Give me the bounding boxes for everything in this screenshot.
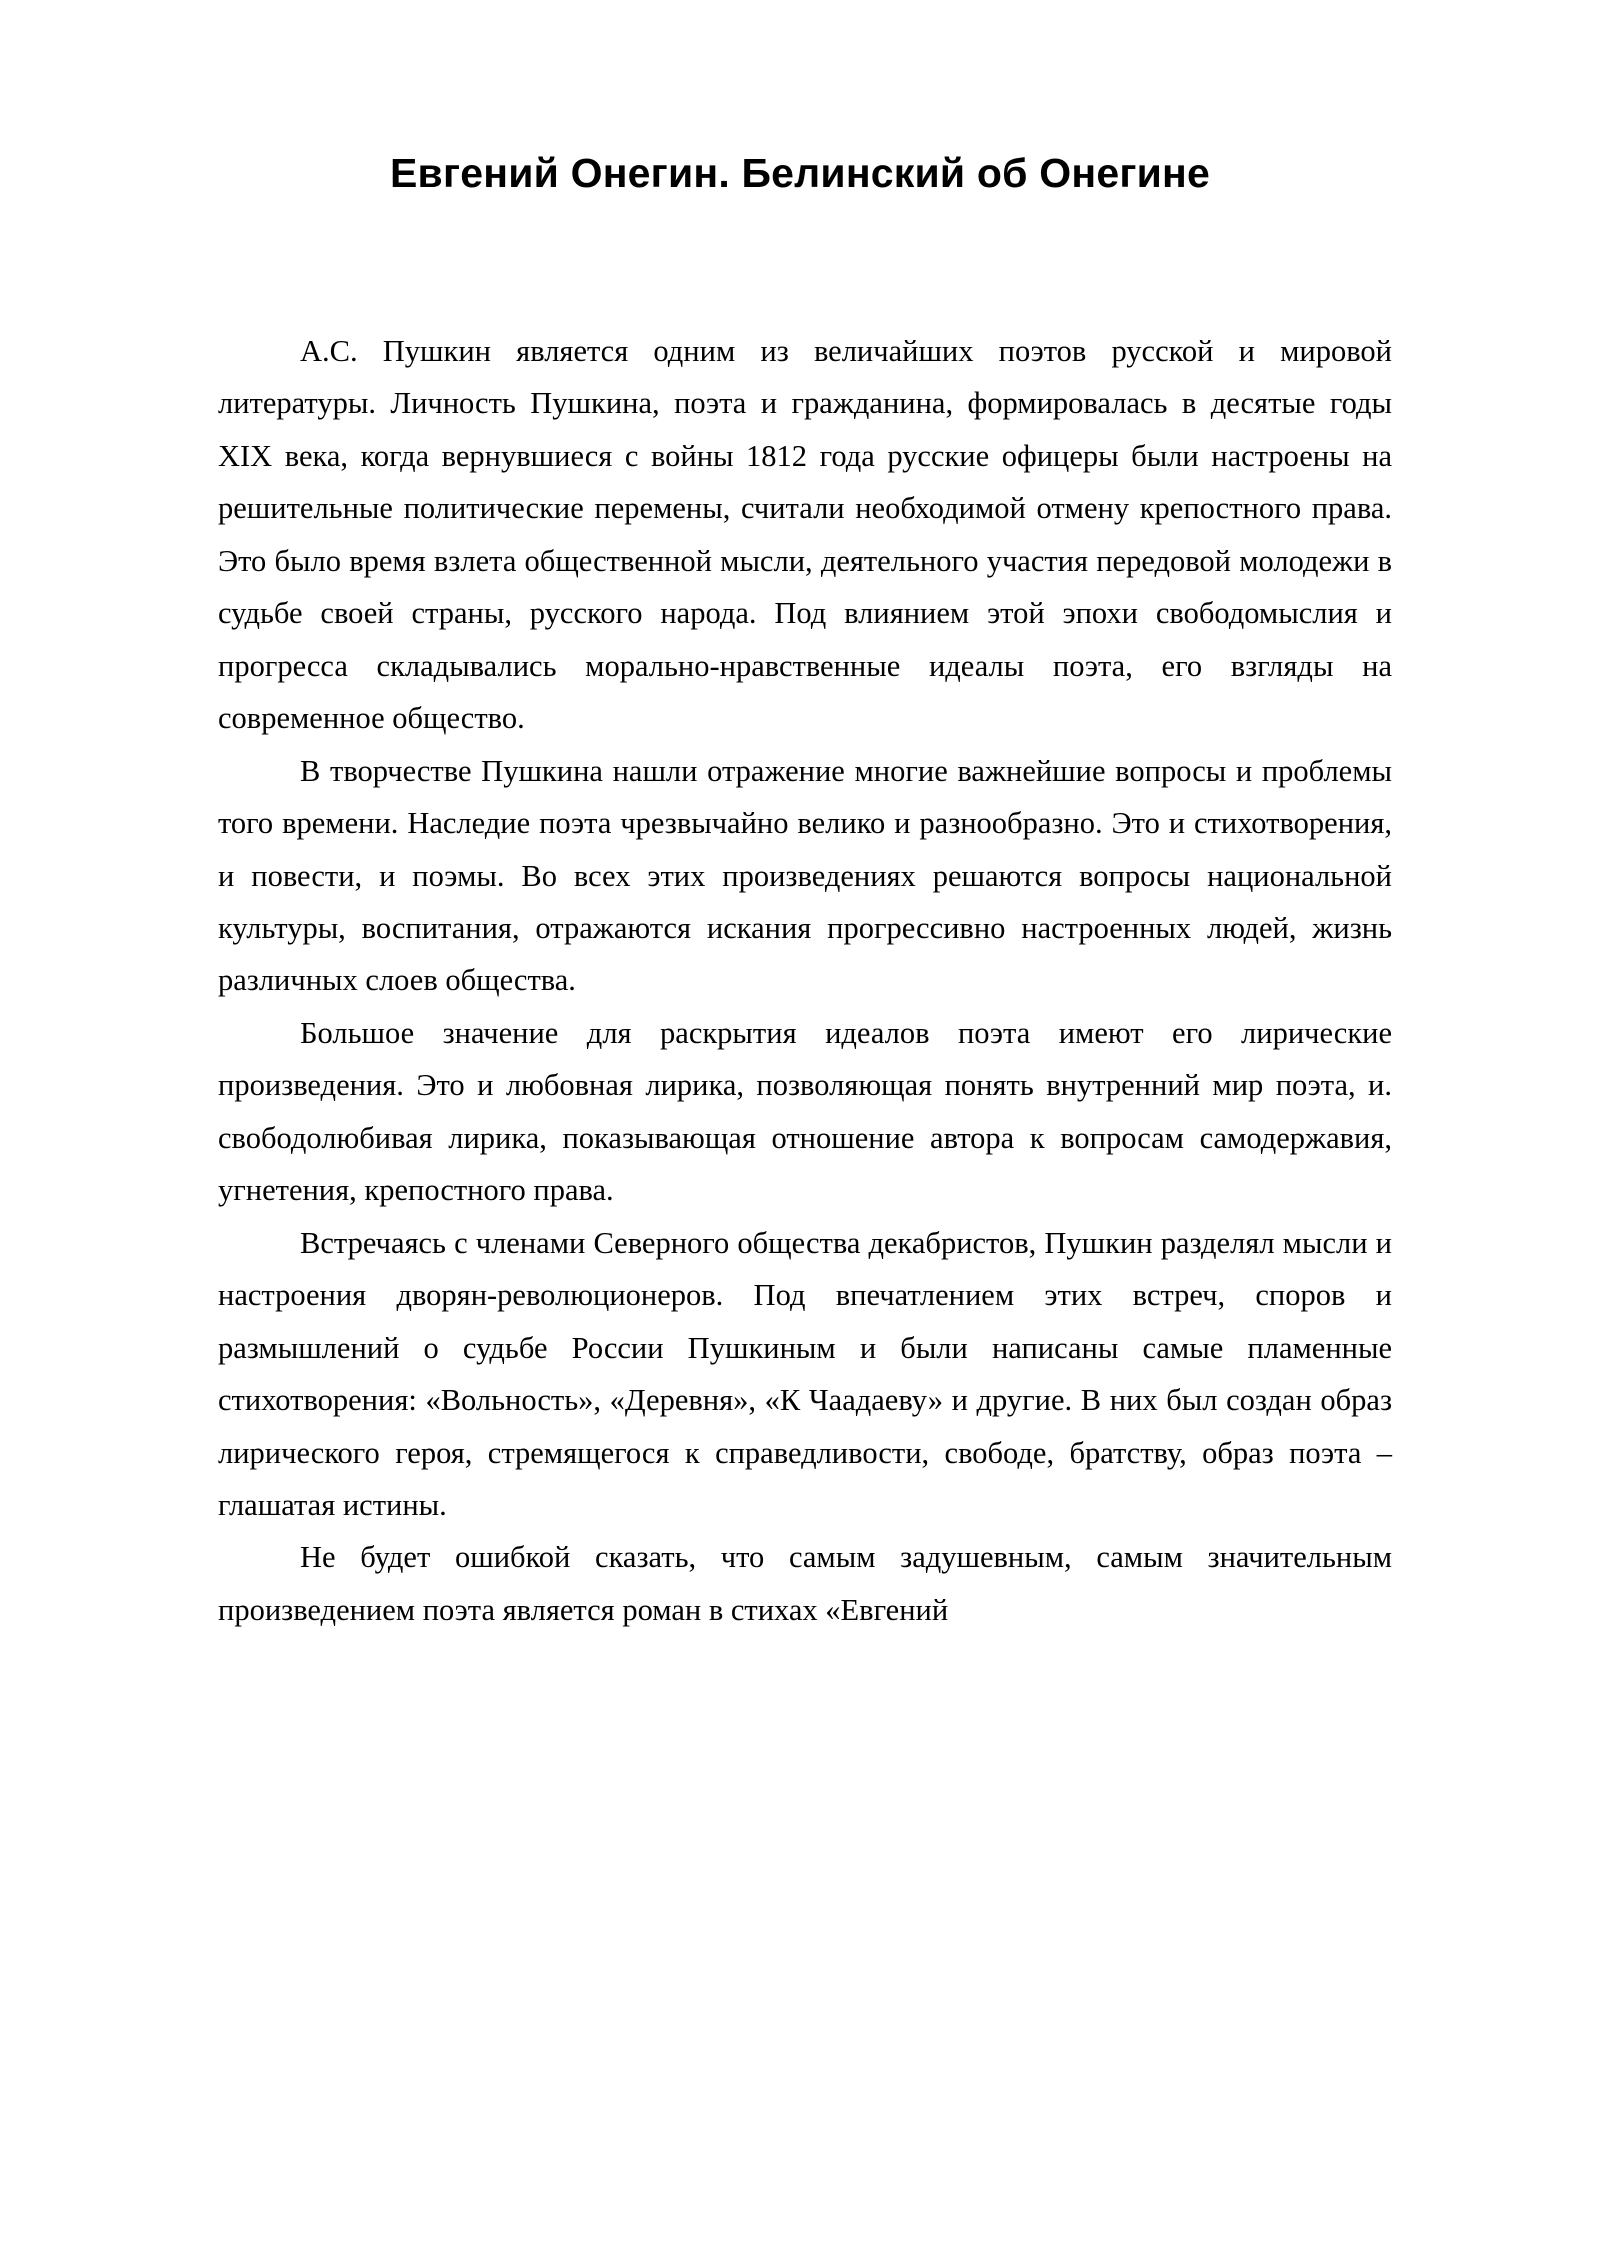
paragraph: Большое значение для раскрытия идеалов поэта имеют его лирические произведения. Это и любовная лирика, позволяющая понять внутренний мир поэта, и. свободолюбивая лирика, показывающая отношение автора к вопросам самодержавия, угнетения, крепостного права. <box>218 1015 1392 1208</box>
document-body <box>0 325 1600 1636</box>
page-title: Евгений Онегин. Белинский об Онегине <box>390 150 1210 196</box>
paragraph: В творчестве Пушкина нашли отражение многие важнейшие вопросы и проблемы того времени. Наследие поэта чрезвычайно велико и разнообразно. Это и стихотворения, и повести, и поэмы. Во всех этих произведениях решаются вопросы национальной культуры, воспитания, отражаются искания прогрессивно настроенных людей, жизнь различных слоев общества. <box>218 753 1392 998</box>
paragraph: А.С. Пушкин является одним из величайших поэтов русской и мировой литературы. Личность Пушкина, поэта и гражданина, формировалась в десятые годы XIX века, когда вернувшиеся с войны 1812 года русские офицеры были настроены на решительные политические перемены, считали необходимой отмену крепостного права. Это было время взлета общественной мысли, деятельного участия передовой молодежи в судьбе своей страны, русского народа. Под влиянием этой эпохи свободомыслия и прогресса складывались морально-нравственные идеалы поэта, его взгляды на современное общество. <box>218 334 1392 736</box>
paragraph: Встречаясь с членами Северного общества декабристов, Пушкин разделял мысли и настроения дворян-революционеров. Под впечатлением этих встреч, споров и размышлений о судьбе России Пушкиным и были написаны самые пламенные стихотворения: «Вольность», «Деревня», «К Чаадаеву» и другие. В них был создан образ лирического героя, стремящегося к справедливости, свободе, братству, образ поэта – глашатая истины. <box>218 1225 1392 1522</box>
paragraph: Не будет ошибкой сказать, что самым задушевным, самым значительным произведением поэта является роман в стихах «Евгений <box>218 1540 1392 1627</box>
